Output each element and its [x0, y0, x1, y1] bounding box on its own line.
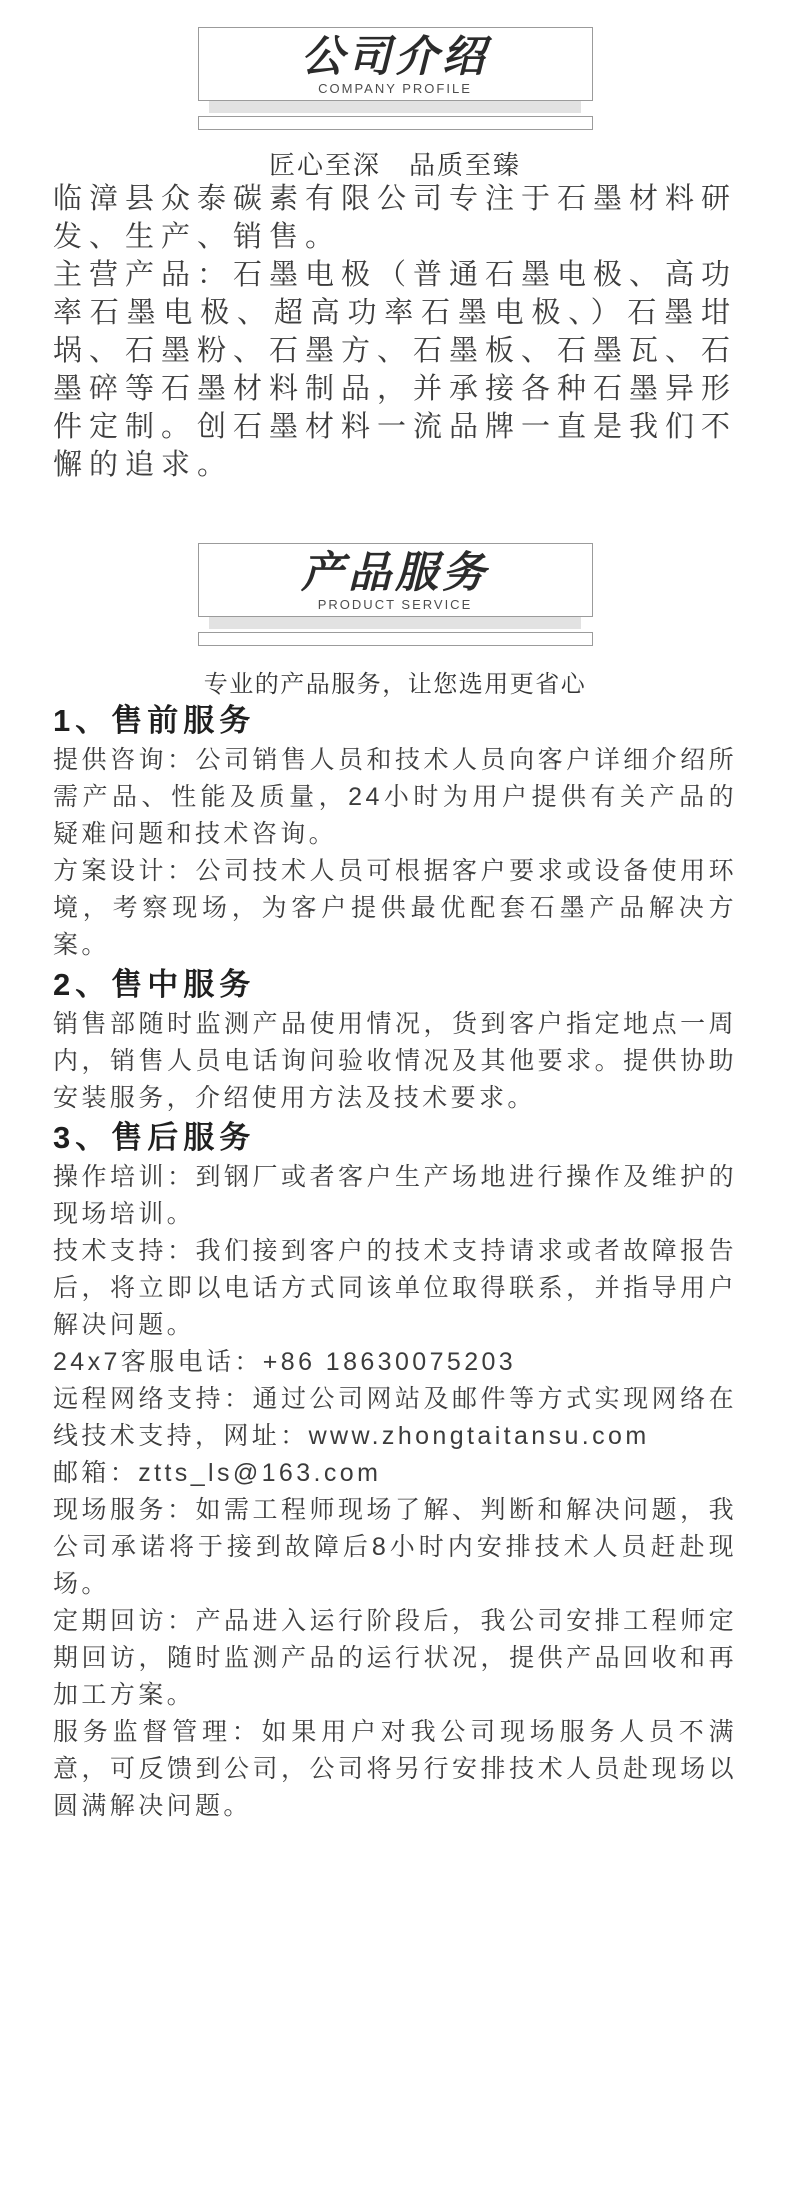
aftersale-training-paragraph: 操作培训：到钢厂或者客户生产场地进行操作及维护的现场培训。: [53, 1163, 737, 1228]
midsale-service-heading: 2、售中服务: [53, 967, 256, 1002]
company-intro-section: [0, 27, 790, 484]
service-title-box: [198, 543, 593, 617]
company-intro-paragraph: 临漳县众泰碳素有限公司专注于石墨材料研发、生产、销售。: [53, 183, 738, 253]
company-section-subtitle: COMPANY PROFILE: [318, 80, 472, 96]
onsite-service-paragraph: 现场服务：如需工程师现场了解、判断和解决问题，我公司承诺将于接到故障后8小时内安排技术人员赶赴现场。: [53, 1496, 737, 1598]
header-under-bar: [198, 632, 593, 646]
service-copy: [0, 700, 790, 1825]
aftersale-tech-support-paragraph: 技术支持：我们接到客户的技术支持请求或者故障报告后，将立即以电话方式同该单位取得联系，并指导用户解决问题。: [53, 1237, 737, 1339]
service-tagline: 专业的产品服务，让您选用更省心: [203, 671, 587, 698]
product-service-section: [0, 543, 790, 1825]
presale-consulting-paragraph: 提供咨询：公司销售人员和技术人员向客户详细介绍所需产品、性能及质量，24小时为用户提供有关产品的疑难问题和技术咨询。: [53, 746, 737, 848]
company-products-paragraph: 主营产品：石墨电极（普通石墨电极、高功率石墨电极、超高功率石墨电极、）石墨坩埚、石墨粉、石墨方、石墨板、石墨瓦、石墨碎等石墨材料制品，并承接各种石墨异形件定制。创石墨材料一流品牌一直是我们不懈的追求。: [53, 259, 738, 481]
service-hotline-line: 24x7客服电话：+86 18630075203: [53, 1348, 517, 1376]
midsale-paragraph: 销售部随时监测产品使用情况，货到客户指定地点一周内，销售人员电话询问验收情况及其他要求。提供协助安装服务，介绍使用方法及技术要求。: [53, 1010, 737, 1112]
service-section-subtitle: PRODUCT SERVICE: [317, 596, 473, 612]
presale-service-heading: 1、售前服务: [53, 703, 256, 738]
company-title-box: [198, 27, 593, 101]
service-section-title: 产品服务: [301, 548, 489, 597]
company-copy: [0, 180, 790, 484]
email-line: 邮箱：ztts_ls@163.com: [53, 1459, 382, 1487]
header-shadow-bar: [209, 617, 581, 629]
presale-design-paragraph: 方案设计：公司技术人员可根据客户要求或设备使用环境，考察现场，为客户提供最优配套石墨产品解决方案。: [53, 857, 737, 959]
service-supervision-paragraph: 服务监督管理：如果用户对我公司现场服务人员不满意，可反馈到公司，公司将另行安排技术人员赴现场以圆满解决问题。: [53, 1718, 737, 1820]
followup-visit-paragraph: 定期回访：产品进入运行阶段后，我公司安排工程师定期回访，随时监测产品的运行状况，提供产品回收和再加工方案。: [53, 1607, 737, 1709]
remote-support-paragraph: 远程网络支持：通过公司网站及邮件等方式实现网络在线技术支持，网址：www.zhongtaitansu.com: [53, 1385, 737, 1450]
company-section-title: 公司介绍: [301, 32, 489, 81]
header-shadow-bar: [209, 101, 581, 113]
aftersale-service-heading: 3、售后服务: [53, 1120, 256, 1155]
company-tagline: 匠心至深 品质至臻: [268, 150, 521, 180]
company-section-header: [0, 27, 790, 130]
service-section-header: [0, 543, 790, 646]
header-under-bar: [198, 116, 593, 130]
